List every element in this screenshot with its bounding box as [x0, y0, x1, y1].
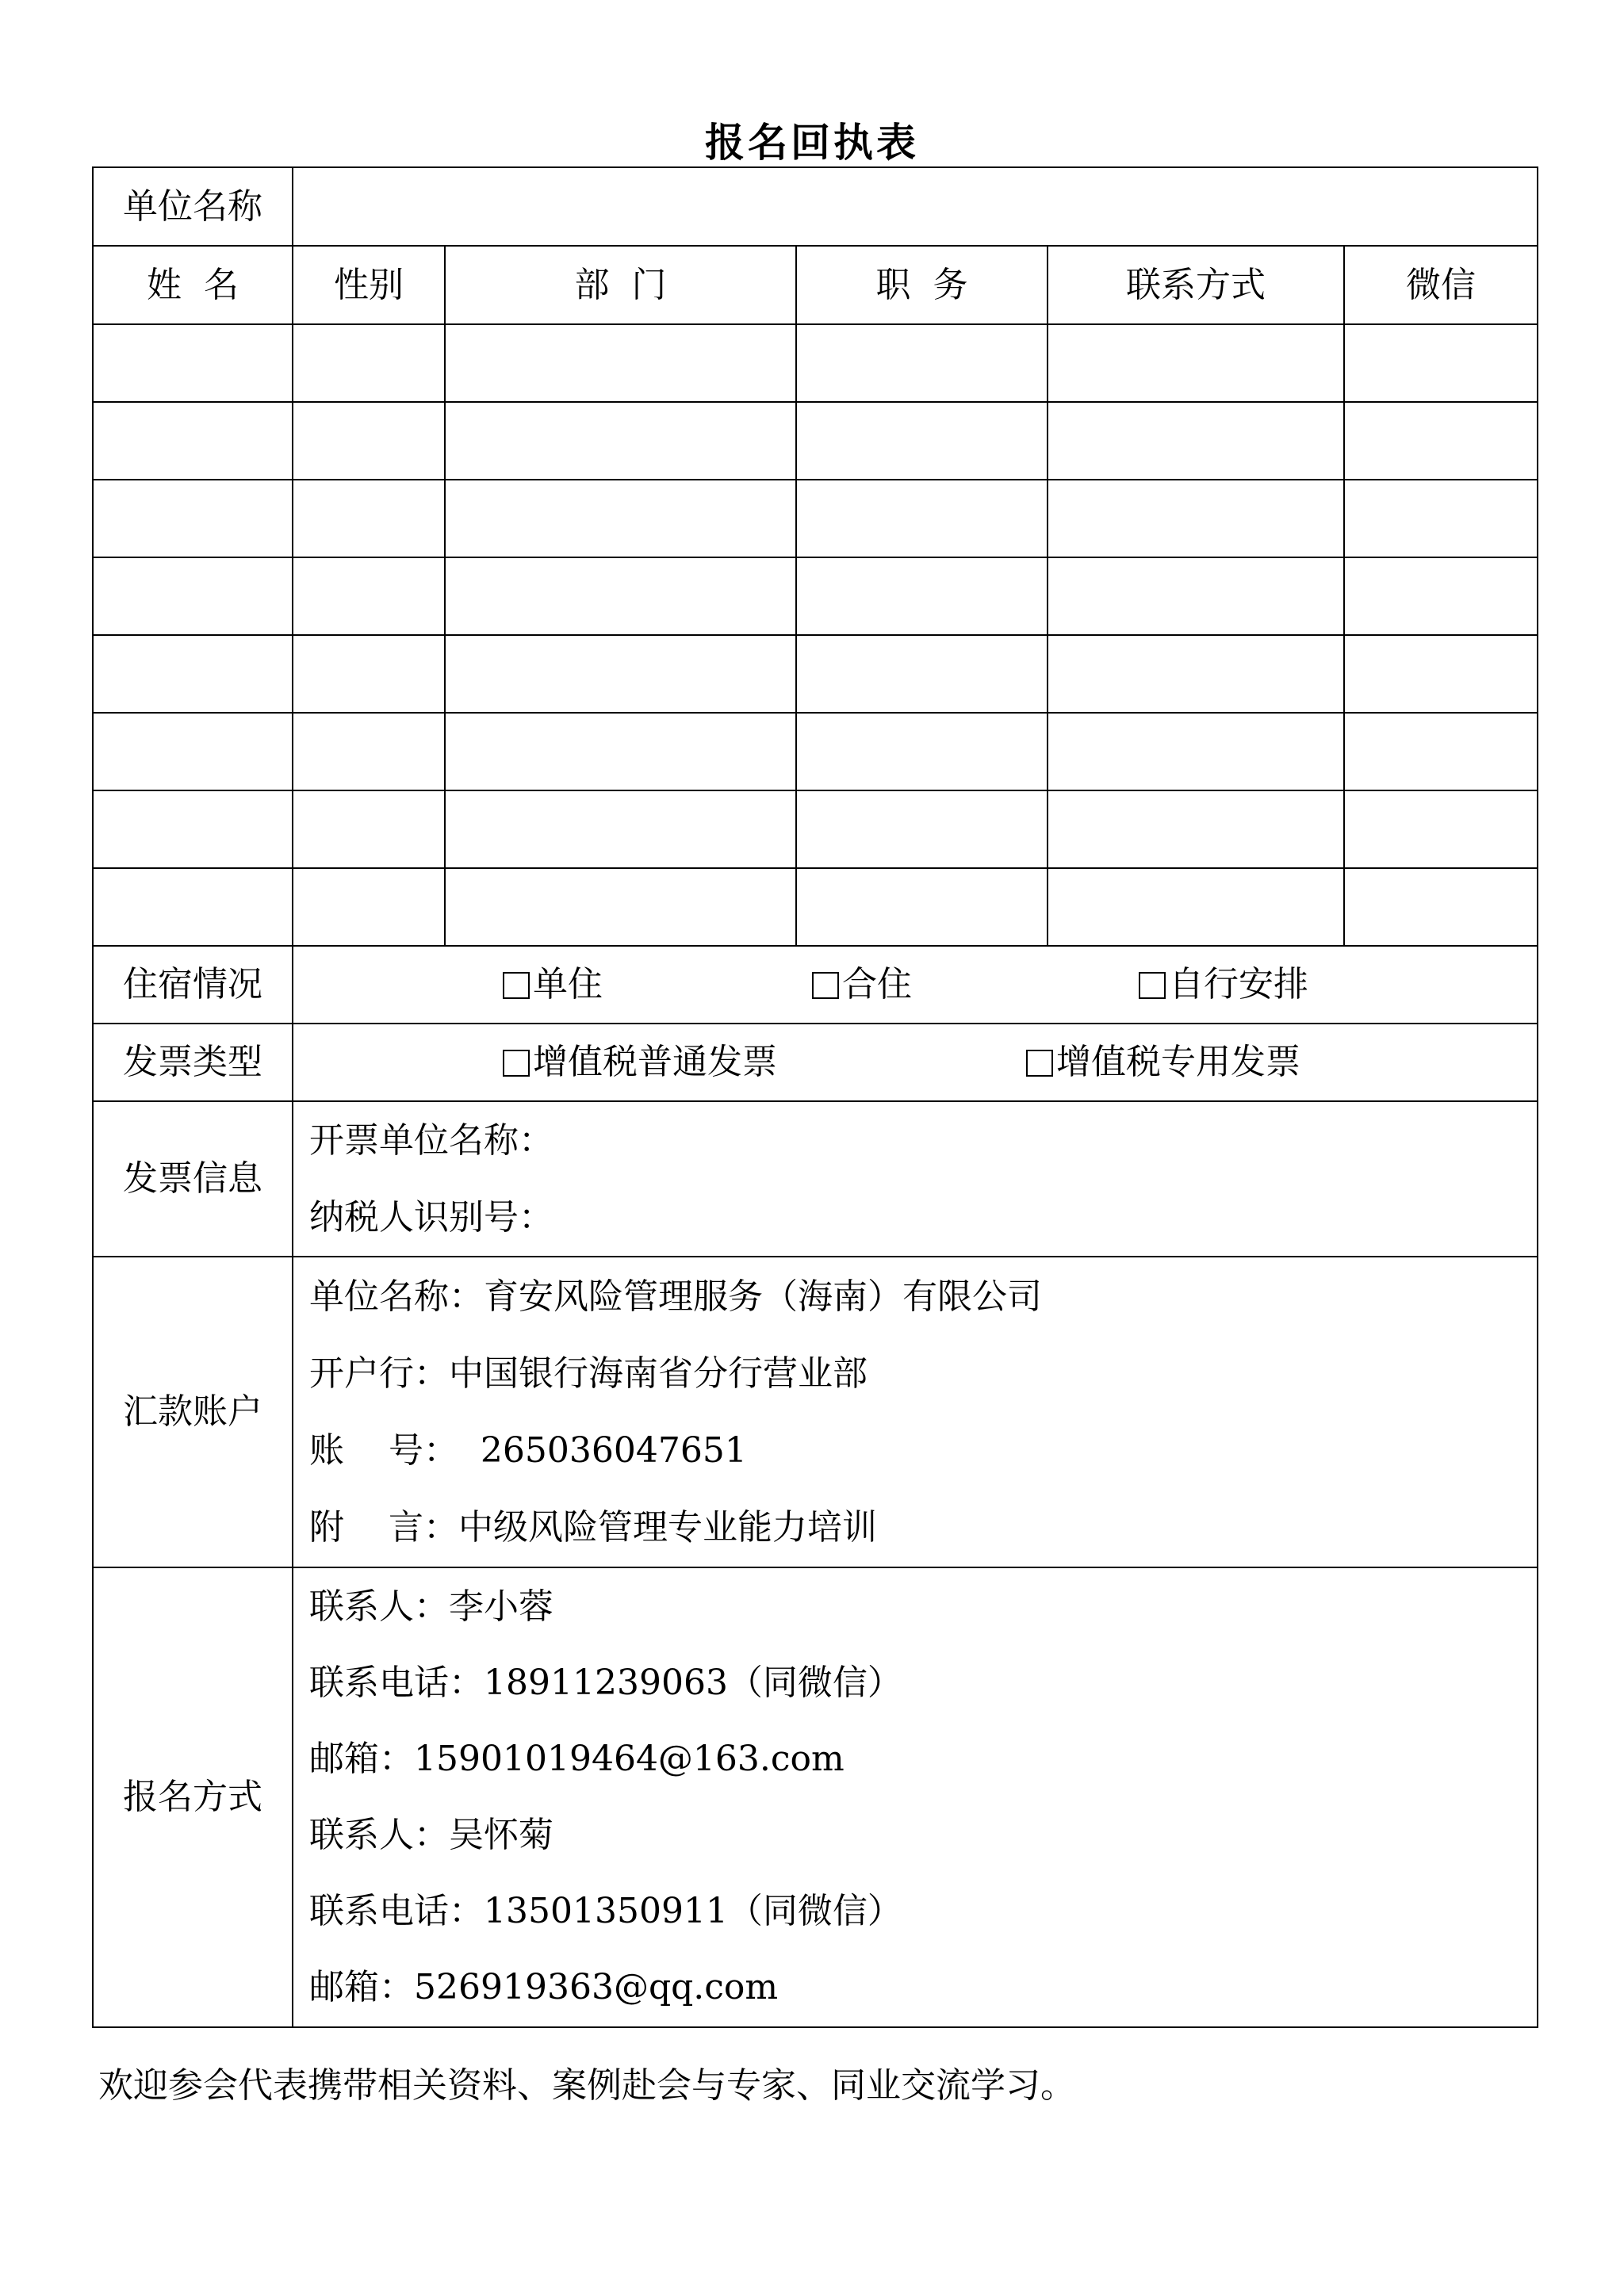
- attendee-wechat-cell[interactable]: [1344, 324, 1538, 402]
- taxpayer-id-line[interactable]: 纳税人识别号：: [309, 1197, 553, 1238]
- contact-phone-2: 联系电话：13501350911（同微信）: [309, 1891, 902, 1931]
- attendee-department-cell[interactable]: [445, 402, 796, 480]
- attendee-department-cell[interactable]: [445, 557, 796, 635]
- remittance-account-name: 单位名称：育安风险管理服务（海南）有限公司: [309, 1276, 1042, 1317]
- invoice-type-label: 发票类型: [93, 1024, 293, 1101]
- invoice-company-line[interactable]: 开票单位名称：: [309, 1120, 553, 1161]
- accommodation-option-self[interactable]: 自行安排: [1139, 967, 1308, 1002]
- attendee-contact-cell[interactable]: [1048, 324, 1344, 402]
- invoice-info-label: 发票信息: [93, 1101, 293, 1257]
- header-department: 部 门: [445, 246, 796, 324]
- attendee-gender-cell[interactable]: [293, 402, 445, 480]
- attendee-contact-cell[interactable]: [1048, 868, 1344, 946]
- attendee-name-cell[interactable]: [93, 868, 293, 946]
- checkbox-icon[interactable]: [503, 972, 530, 999]
- attendee-wechat-cell[interactable]: [1344, 402, 1538, 480]
- checkbox-icon[interactable]: [1139, 972, 1166, 999]
- remittance-memo: 附 言：中级风险管理专业能力培训: [309, 1507, 877, 1548]
- remittance-content: [293, 1257, 1538, 1567]
- attendee-gender-cell[interactable]: [293, 324, 445, 402]
- attendee-gender-cell[interactable]: [293, 868, 445, 946]
- invoice-type-row: [93, 1024, 1538, 1101]
- contact-phone-1: 联系电话：18911239063（同微信）: [309, 1663, 902, 1703]
- registration-form-table: [92, 166, 1538, 2028]
- attendee-contact-cell[interactable]: [1048, 402, 1344, 480]
- remittance-label: 汇款账户: [93, 1257, 293, 1567]
- attendee-row: [93, 713, 1538, 790]
- attendee-row: [93, 402, 1538, 480]
- attendee-name-cell[interactable]: [93, 713, 293, 790]
- contact-email-2[interactable]: 邮箱：526919363@qq.com: [309, 1967, 779, 2007]
- attendee-position-cell[interactable]: [796, 713, 1048, 790]
- attendee-position-cell[interactable]: [796, 635, 1048, 713]
- attendee-name-cell[interactable]: [93, 402, 293, 480]
- header-gender: 性别: [293, 246, 445, 324]
- attendee-row: [93, 790, 1538, 868]
- unit-name-row: [93, 167, 1538, 246]
- attendee-gender-cell[interactable]: [293, 557, 445, 635]
- attendee-wechat-cell[interactable]: [1344, 557, 1538, 635]
- attendee-position-cell[interactable]: [796, 868, 1048, 946]
- attendee-gender-cell[interactable]: [293, 790, 445, 868]
- invoice-info-content: [293, 1101, 1538, 1257]
- remittance-account-number: 账 号： 265036047651: [309, 1430, 747, 1471]
- header-name: 姓 名: [93, 246, 293, 324]
- attendee-gender-cell[interactable]: [293, 480, 445, 557]
- registration-row: [93, 1567, 1538, 2027]
- invoice-info-row: [93, 1101, 1538, 1257]
- invoice-option-special[interactable]: 增值税专用发票: [1026, 1045, 1300, 1080]
- unit-name-field[interactable]: [293, 167, 1538, 246]
- attendee-row: [93, 868, 1538, 946]
- attendee-name-cell[interactable]: [93, 557, 293, 635]
- attendee-gender-cell[interactable]: [293, 713, 445, 790]
- attendee-wechat-cell[interactable]: [1344, 635, 1538, 713]
- header-row: [93, 246, 1538, 324]
- checkbox-icon[interactable]: [1026, 1050, 1053, 1077]
- registration-label: 报名方式: [93, 1567, 293, 2027]
- accommodation-option-single[interactable]: 单住: [503, 967, 603, 1002]
- attendee-contact-cell[interactable]: [1048, 635, 1344, 713]
- header-contact: 联系方式: [1048, 246, 1344, 324]
- accommodation-options: [293, 946, 1538, 1024]
- contact-email-1[interactable]: 邮箱：15901019464@163.com: [309, 1739, 845, 1779]
- invoice-option-general[interactable]: 增值税普通发票: [503, 1045, 777, 1080]
- attendee-row: [93, 635, 1538, 713]
- attendee-wechat-cell[interactable]: [1344, 480, 1538, 557]
- accommodation-option-shared[interactable]: 合住: [812, 967, 912, 1002]
- page-title: 报名回执表: [705, 120, 919, 166]
- accommodation-label: 住宿情况: [93, 946, 293, 1024]
- attendee-name-cell[interactable]: [93, 635, 293, 713]
- attendee-contact-cell[interactable]: [1048, 790, 1344, 868]
- header-wechat: 微信: [1344, 246, 1538, 324]
- attendee-row: [93, 557, 1538, 635]
- remittance-bank: 开户行：中国银行海南省分行营业部: [309, 1353, 868, 1394]
- attendee-department-cell[interactable]: [445, 635, 796, 713]
- attendee-department-cell[interactable]: [445, 480, 796, 557]
- header-position: 职 务: [796, 246, 1048, 324]
- contact-person-2: 联系人：吴怀菊: [309, 1815, 553, 1855]
- attendee-contact-cell[interactable]: [1048, 557, 1344, 635]
- attendee-row: [93, 480, 1538, 557]
- remittance-row: [93, 1257, 1538, 1567]
- attendee-department-cell[interactable]: [445, 790, 796, 868]
- footer-note: 欢迎参会代表携带相关资料、案例赴会与专家、同业交流学习。: [98, 2065, 1075, 2106]
- attendee-name-cell[interactable]: [93, 480, 293, 557]
- attendee-wechat-cell[interactable]: [1344, 713, 1538, 790]
- attendee-department-cell[interactable]: [445, 868, 796, 946]
- attendee-contact-cell[interactable]: [1048, 713, 1344, 790]
- unit-name-label: 单位名称: [93, 167, 293, 246]
- attendee-position-cell[interactable]: [796, 402, 1048, 480]
- registration-content: [293, 1567, 1538, 2027]
- attendee-position-cell[interactable]: [796, 790, 1048, 868]
- attendee-name-cell[interactable]: [93, 324, 293, 402]
- attendee-department-cell[interactable]: [445, 713, 796, 790]
- invoice-type-options: [293, 1024, 1538, 1101]
- attendee-wechat-cell[interactable]: [1344, 790, 1538, 868]
- attendee-contact-cell[interactable]: [1048, 480, 1344, 557]
- attendee-position-cell[interactable]: [796, 480, 1048, 557]
- accommodation-row: [93, 946, 1538, 1024]
- checkbox-icon[interactable]: [503, 1050, 530, 1077]
- contact-person-1: 联系人：李小蓉: [309, 1586, 553, 1627]
- checkbox-icon[interactable]: [812, 972, 839, 999]
- attendee-row: [93, 324, 1538, 402]
- attendee-position-cell[interactable]: [796, 324, 1048, 402]
- attendee-wechat-cell[interactable]: [1344, 868, 1538, 946]
- attendee-gender-cell[interactable]: [293, 635, 445, 713]
- attendee-name-cell[interactable]: [93, 790, 293, 868]
- attendee-position-cell[interactable]: [796, 557, 1048, 635]
- attendee-department-cell[interactable]: [445, 324, 796, 402]
